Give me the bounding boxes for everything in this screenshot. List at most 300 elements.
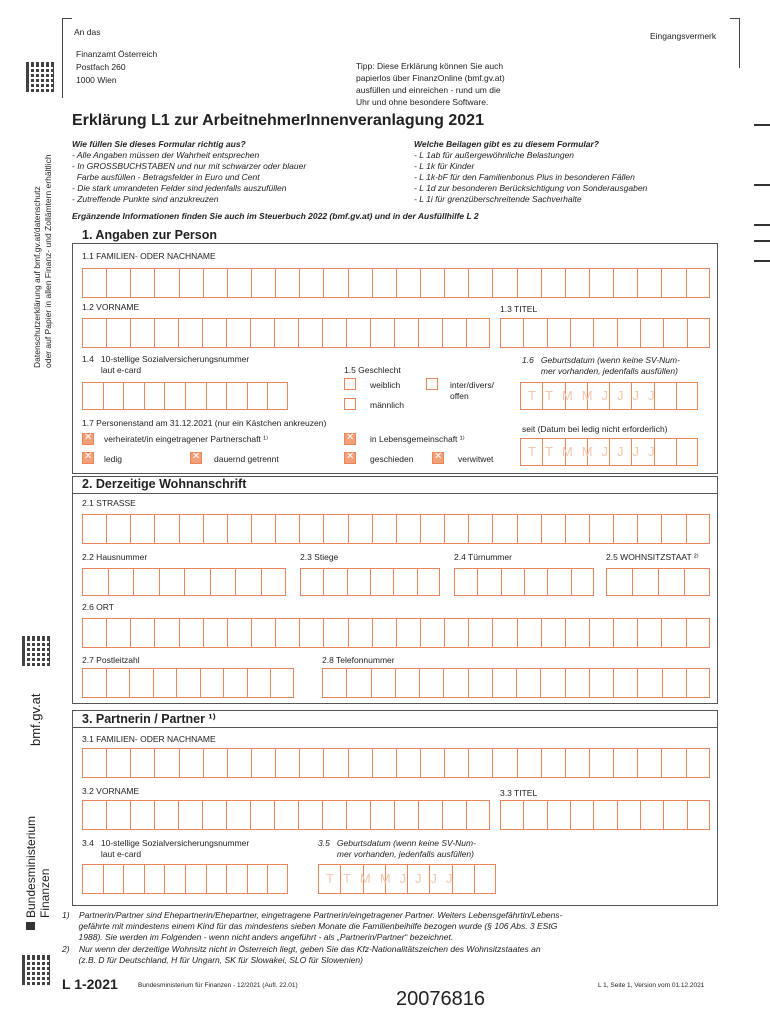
- char-cell[interactable]: [206, 864, 227, 894]
- char-cell[interactable]: [686, 268, 710, 298]
- char-cell[interactable]: [637, 514, 661, 544]
- char-cell[interactable]: [275, 748, 299, 778]
- footnote-2: 2) Nur wenn der derzeitige Wohnsitz nicht in Österreich liegt, geben Sie das Kfz-Nationalitätszeichen des Wohnsitzstaates an (z.B. D für Deutschland, H für Ungarn, SK für Slowakei, SLO für Slowenien): [62, 944, 541, 965]
- char-cell[interactable]: [346, 318, 370, 348]
- char-cell[interactable]: [299, 268, 323, 298]
- char-cell[interactable]: [179, 514, 203, 544]
- char-cell[interactable]: [632, 568, 658, 596]
- checkbox-lebensgemeinschaft[interactable]: [344, 433, 356, 445]
- char-cell[interactable]: [82, 268, 106, 298]
- char-cell[interactable]: [640, 318, 663, 348]
- field-3-4-label: 3.4 10-stellige Sozialversicherungsnummer laut e-card: [82, 838, 250, 859]
- char-cell[interactable]: [444, 618, 468, 648]
- ministry-logo-icon: [26, 922, 35, 930]
- char-cell[interactable]: [203, 268, 227, 298]
- char-cell[interactable]: [444, 748, 468, 778]
- char-cell[interactable]: [348, 268, 372, 298]
- char-cell[interactable]: [250, 318, 274, 348]
- char-cell[interactable]: [322, 668, 346, 698]
- char-cell[interactable]: [617, 800, 640, 830]
- char-cell[interactable]: [154, 514, 178, 544]
- char-cell[interactable]: [613, 618, 637, 648]
- label-inter: inter/divers/ offen: [450, 380, 494, 401]
- char-cell[interactable]: [613, 668, 637, 698]
- qr-code-top: [26, 62, 56, 92]
- field-3-3-input[interactable]: [500, 800, 710, 830]
- char-cell[interactable]: [443, 668, 467, 698]
- char-cell[interactable]: [370, 568, 393, 596]
- char-cell[interactable]: [261, 568, 287, 596]
- char-cell[interactable]: [372, 748, 396, 778]
- char-cell[interactable]: [206, 382, 227, 410]
- char-cell[interactable]: [154, 618, 178, 648]
- char-cell[interactable]: [676, 382, 698, 410]
- char-cell[interactable]: [144, 382, 165, 410]
- checkbox-getrennt[interactable]: [190, 452, 202, 464]
- char-cell[interactable]: [200, 668, 224, 698]
- char-cell[interactable]: [251, 268, 275, 298]
- char-cell[interactable]: [210, 568, 236, 596]
- field-1-2-label: 1.2 VORNAME: [82, 302, 140, 312]
- char-cell[interactable]: [541, 618, 565, 648]
- char-cell[interactable]: [247, 668, 271, 698]
- bmf-url: bmf.gv.at: [28, 693, 43, 746]
- char-cell[interactable]: [444, 268, 468, 298]
- char-cell[interactable]: [247, 864, 268, 894]
- field-1-3-label: 1.3 TITEL: [500, 304, 538, 314]
- char-cell[interactable]: [663, 800, 686, 830]
- char-cell[interactable]: [684, 568, 710, 596]
- char-cell[interactable]: [322, 800, 346, 830]
- char-cell[interactable]: [517, 748, 541, 778]
- info-line: Ergänzende Informationen finden Sie auch im Steuerbuch 2022 (bmf.gv.at) und in der Ausfüllhilfe L 2: [72, 211, 479, 221]
- char-cell[interactable]: [251, 748, 275, 778]
- char-cell[interactable]: [185, 864, 206, 894]
- char-cell[interactable]: [103, 864, 124, 894]
- char-cell[interactable]: [103, 382, 124, 410]
- char-cell[interactable]: [267, 864, 288, 894]
- char-cell[interactable]: [82, 514, 106, 544]
- label-lebensgemeinschaft: in Lebensgemeinschaft ¹⁾: [370, 434, 465, 444]
- checkbox-ledig[interactable]: [82, 452, 94, 464]
- char-cell[interactable]: [184, 568, 210, 596]
- char-cell[interactable]: [396, 514, 420, 544]
- char-cell[interactable]: [227, 514, 251, 544]
- char-cell[interactable]: [130, 268, 154, 298]
- char-cell[interactable]: [348, 514, 372, 544]
- char-cell[interactable]: [676, 438, 698, 466]
- char-cell[interactable]: [247, 382, 268, 410]
- field-3-2-label: 3.2 VORNAME: [82, 786, 140, 796]
- char-cell[interactable]: [82, 618, 106, 648]
- char-cell[interactable]: [468, 668, 492, 698]
- char-cell[interactable]: [442, 800, 466, 830]
- label-verwitwet: verwitwet: [458, 454, 494, 464]
- char-cell[interactable]: [686, 514, 710, 544]
- char-cell[interactable]: [370, 800, 394, 830]
- char-cell[interactable]: [275, 514, 299, 544]
- char-cell[interactable]: [420, 748, 444, 778]
- char-cell[interactable]: [130, 748, 154, 778]
- char-cell[interactable]: [82, 668, 106, 698]
- field-1-3-input[interactable]: [500, 318, 710, 348]
- char-cell[interactable]: [133, 568, 159, 596]
- char-cell[interactable]: [370, 318, 394, 348]
- fold-mark: [754, 184, 770, 186]
- char-cell[interactable]: [123, 864, 144, 894]
- char-cell[interactable]: [203, 618, 227, 648]
- label-weiblich: weiblich: [370, 380, 401, 390]
- field-1-6-label: 1.6 Geburtsdatum (wenn keine SV-Num- mer vorhanden, jedenfalls ausfüllen): [522, 355, 680, 376]
- char-cell[interactable]: [396, 268, 420, 298]
- char-cell[interactable]: [270, 668, 294, 698]
- char-cell[interactable]: [637, 668, 661, 698]
- char-cell[interactable]: [395, 668, 419, 698]
- char-cell[interactable]: [565, 618, 589, 648]
- char-cell[interactable]: [299, 514, 323, 544]
- field-2-6-input[interactable]: [82, 618, 710, 648]
- field-2-2-input[interactable]: [82, 568, 286, 596]
- char-cell[interactable]: [106, 514, 130, 544]
- char-cell[interactable]: [492, 514, 516, 544]
- label-maennlich: männlich: [370, 400, 405, 410]
- char-cell[interactable]: [593, 318, 616, 348]
- form-title: Erklärung L1 zur ArbeitnehmerInnenveranlagung 2021: [72, 112, 484, 129]
- char-cell[interactable]: [178, 318, 202, 348]
- char-cell[interactable]: [159, 568, 185, 596]
- char-cell[interactable]: [106, 668, 130, 698]
- char-cell[interactable]: [274, 318, 298, 348]
- char-cell[interactable]: [322, 318, 346, 348]
- char-cell[interactable]: [444, 514, 468, 544]
- section-2-title: 2. Derzeitige Wohnanschrift: [82, 477, 247, 491]
- char-cell[interactable]: [466, 318, 490, 348]
- section-3-title: 3. Partnerin / Partner ¹⁾: [82, 712, 216, 726]
- char-cell[interactable]: [298, 800, 322, 830]
- field-2-8-label: 2.8 Telefonnummer: [322, 655, 395, 665]
- char-cell[interactable]: [637, 268, 661, 298]
- char-cell[interactable]: [547, 568, 570, 596]
- char-cell[interactable]: [298, 318, 322, 348]
- an-das-label: An das: [74, 27, 101, 37]
- char-cell[interactable]: [468, 618, 492, 648]
- char-cell[interactable]: [202, 318, 226, 348]
- char-cell[interactable]: [417, 568, 440, 596]
- howto-block: Wie füllen Sie dieses Formular richtig aus? - Alle Angaben müssen der Wahrheit entsprechen - In GROSSBUCHSTABEN und nur mit schwarzer oder blauer Farbe ausfüllen - Betragsfelder in Euro und Cent - Die stark umrandeten Felder sind jedenfalls auszufüllen - Zutreffende Punkte sind anzukreuzen: [72, 139, 307, 204]
- field-3-4-input[interactable]: [82, 864, 288, 894]
- char-cell[interactable]: [123, 382, 144, 410]
- char-cell[interactable]: [492, 748, 516, 778]
- char-cell[interactable]: [420, 514, 444, 544]
- char-cell[interactable]: [565, 268, 589, 298]
- label-geschieden: geschieden: [370, 454, 414, 464]
- char-cell[interactable]: [300, 568, 323, 596]
- char-cell[interactable]: [686, 618, 710, 648]
- char-cell[interactable]: [466, 800, 490, 830]
- char-cell[interactable]: [226, 800, 250, 830]
- char-cell[interactable]: [565, 748, 589, 778]
- char-cell[interactable]: [394, 800, 418, 830]
- char-cell[interactable]: [179, 268, 203, 298]
- checkbox-weiblich[interactable]: [344, 378, 356, 390]
- char-cell[interactable]: [613, 748, 637, 778]
- char-cell[interactable]: [154, 318, 178, 348]
- char-cell[interactable]: [227, 748, 251, 778]
- char-cell[interactable]: [178, 800, 202, 830]
- char-cell[interactable]: [492, 618, 516, 648]
- field-3-2-input[interactable]: [82, 800, 490, 830]
- field-1-2-input[interactable]: [82, 318, 490, 348]
- publisher-note: Bundesministerium für Finanzen - 12/2021 (Aufl. 22.01): [138, 982, 298, 989]
- char-cell[interactable]: [82, 382, 103, 410]
- char-cell[interactable]: [468, 748, 492, 778]
- char-cell[interactable]: [299, 618, 323, 648]
- char-cell[interactable]: [593, 800, 616, 830]
- char-cell[interactable]: [571, 568, 594, 596]
- char-cell[interactable]: [82, 568, 108, 596]
- char-cell[interactable]: [130, 800, 154, 830]
- char-cell[interactable]: [396, 618, 420, 648]
- field-2-7-input[interactable]: [82, 668, 294, 698]
- char-cell[interactable]: [468, 514, 492, 544]
- char-cell[interactable]: [640, 800, 663, 830]
- char-cell[interactable]: [523, 318, 546, 348]
- checkbox-verheiratet[interactable]: [82, 433, 94, 445]
- char-cell[interactable]: [492, 268, 516, 298]
- char-cell[interactable]: [589, 268, 613, 298]
- field-2-7-label: 2.7 Postleitzahl: [82, 655, 140, 665]
- char-cell[interactable]: [617, 318, 640, 348]
- field-2-5-input[interactable]: [606, 568, 710, 596]
- char-cell[interactable]: [299, 748, 323, 778]
- char-cell[interactable]: [82, 800, 106, 830]
- char-cell[interactable]: [687, 318, 710, 348]
- label-ledig: ledig: [104, 454, 122, 464]
- field-1-4-input[interactable]: [82, 382, 288, 410]
- label-verheiratet: verheiratet/in eingetragener Partnerschaft ¹⁾: [104, 434, 269, 444]
- checkbox-geschieden[interactable]: [344, 452, 356, 464]
- char-cell[interactable]: [540, 668, 564, 698]
- char-cell[interactable]: [267, 382, 288, 410]
- char-cell[interactable]: [523, 800, 546, 830]
- char-cell[interactable]: [589, 748, 613, 778]
- char-cell[interactable]: [346, 668, 370, 698]
- char-cell[interactable]: [547, 318, 570, 348]
- form-barcode-number: 20076816: [396, 988, 485, 1010]
- char-cell[interactable]: [130, 514, 154, 544]
- char-cell[interactable]: [346, 800, 370, 830]
- char-cell[interactable]: [517, 618, 541, 648]
- char-cell[interactable]: [106, 618, 130, 648]
- char-cell[interactable]: [500, 318, 523, 348]
- char-cell[interactable]: [235, 568, 261, 596]
- char-cell[interactable]: [347, 568, 370, 596]
- fold-mark: [754, 124, 770, 126]
- char-cell[interactable]: [130, 318, 154, 348]
- char-cell[interactable]: [589, 668, 613, 698]
- field-2-1-input[interactable]: [82, 514, 710, 544]
- char-cell[interactable]: [323, 618, 347, 648]
- field-2-1-label: 2.1 STRASSE: [82, 498, 136, 508]
- char-cell[interactable]: [686, 668, 710, 698]
- field-3-3-label: 3.3 TITEL: [500, 788, 538, 798]
- char-cell[interactable]: [106, 800, 130, 830]
- char-cell[interactable]: [606, 568, 632, 596]
- char-cell[interactable]: [179, 748, 203, 778]
- char-cell[interactable]: [589, 618, 613, 648]
- char-cell[interactable]: [144, 864, 165, 894]
- char-cell[interactable]: [661, 618, 685, 648]
- char-cell[interactable]: [516, 668, 540, 698]
- char-cell[interactable]: [275, 268, 299, 298]
- char-cell[interactable]: [227, 618, 251, 648]
- char-cell[interactable]: [130, 618, 154, 648]
- char-cell[interactable]: [420, 618, 444, 648]
- char-cell[interactable]: [419, 668, 443, 698]
- qr-code-bottom: [22, 955, 52, 985]
- char-cell[interactable]: [541, 268, 565, 298]
- char-cell[interactable]: [348, 618, 372, 648]
- char-cell[interactable]: [154, 748, 178, 778]
- char-cell[interactable]: [589, 514, 613, 544]
- char-cell[interactable]: [226, 864, 247, 894]
- char-cell[interactable]: [179, 618, 203, 648]
- char-cell[interactable]: [251, 514, 275, 544]
- char-cell[interactable]: [570, 318, 593, 348]
- char-cell[interactable]: [613, 514, 637, 544]
- checkbox-inter[interactable]: [426, 378, 438, 390]
- char-cell[interactable]: [108, 568, 134, 596]
- char-cell[interactable]: [418, 800, 442, 830]
- char-cell[interactable]: [418, 318, 442, 348]
- char-cell[interactable]: [106, 268, 130, 298]
- char-cell[interactable]: [541, 514, 565, 544]
- char-cell[interactable]: [323, 268, 347, 298]
- char-cell[interactable]: [661, 514, 685, 544]
- char-cell[interactable]: [164, 864, 185, 894]
- char-cell[interactable]: [613, 268, 637, 298]
- field-2-2-label: 2.2 Hausnummer: [82, 552, 148, 562]
- field-1-1-input[interactable]: [82, 268, 710, 298]
- char-cell[interactable]: [82, 864, 103, 894]
- char-cell[interactable]: [203, 748, 227, 778]
- char-cell[interactable]: [420, 268, 444, 298]
- char-cell[interactable]: [565, 514, 589, 544]
- field-2-6-label: 2.6 ORT: [82, 602, 114, 612]
- date-placeholder-3-5: TTMMJJJJ: [326, 871, 462, 886]
- char-cell[interactable]: [394, 318, 418, 348]
- char-cell[interactable]: [372, 268, 396, 298]
- char-cell[interactable]: [661, 748, 685, 778]
- char-cell[interactable]: [442, 318, 466, 348]
- field-1-5-label: 1.5 Geschlecht: [344, 365, 401, 375]
- char-cell[interactable]: [658, 568, 684, 596]
- char-cell[interactable]: [223, 668, 247, 698]
- char-cell[interactable]: [82, 318, 106, 348]
- char-cell[interactable]: [129, 668, 153, 698]
- char-cell[interactable]: [454, 568, 477, 596]
- checkbox-maennlich[interactable]: [344, 398, 356, 410]
- char-cell[interactable]: [323, 514, 347, 544]
- char-cell[interactable]: [686, 748, 710, 778]
- char-cell[interactable]: [662, 668, 686, 698]
- field-2-8-input[interactable]: [322, 668, 710, 698]
- char-cell[interactable]: [500, 800, 523, 830]
- char-cell[interactable]: [274, 800, 298, 830]
- field-2-4-input[interactable]: [454, 568, 594, 596]
- char-cell[interactable]: [226, 318, 250, 348]
- char-cell[interactable]: [501, 568, 524, 596]
- char-cell[interactable]: [661, 268, 685, 298]
- char-cell[interactable]: [82, 748, 106, 778]
- char-cell[interactable]: [275, 618, 299, 648]
- field-1-1-label: 1.1 FAMILIEN- ODER NACHNAME: [82, 251, 216, 261]
- char-cell[interactable]: [226, 382, 247, 410]
- recipient-address: Finanzamt Österreich Postfach 260 1000 Wien: [76, 49, 158, 85]
- char-cell[interactable]: [474, 864, 496, 894]
- beilagen-block: Welche Beilagen gibt es zu diesem Formular? - L 1ab für außergewöhnliche Belastungen - L 1k für Kinder - L 1k-bF für den Familienbonus Plus in besonderen Fällen - L 1d zur besonderen Berücksichtigung von Sonderausgaben - L 1i für grenzüberschreitende Sachverhalte: [414, 139, 648, 204]
- char-cell[interactable]: [517, 514, 541, 544]
- datenschutz-note: Datenschutzerklärung auf bmf.gv.at/datenschutz oder auf Papier in allen Finanz- und Zollämtern erhältlich: [32, 154, 53, 368]
- char-cell[interactable]: [524, 568, 547, 596]
- char-cell[interactable]: [251, 618, 275, 648]
- char-cell[interactable]: [687, 800, 710, 830]
- field-3-5-label: 3.5 Geburtsdatum (wenn keine SV-Num- mer vorhanden, jedenfalls ausfüllen): [318, 838, 476, 859]
- checkbox-verwitwet[interactable]: [432, 452, 444, 464]
- char-cell[interactable]: [396, 748, 420, 778]
- char-cell[interactable]: [372, 618, 396, 648]
- char-cell[interactable]: [492, 668, 516, 698]
- char-cell[interactable]: [154, 268, 178, 298]
- field-1-7-label: 1.7 Personenstand am 31.12.2021 (nur ein Kästchen ankreuzen): [82, 418, 327, 428]
- field-3-1-input[interactable]: [82, 748, 710, 778]
- char-cell[interactable]: [202, 800, 226, 830]
- char-cell[interactable]: [541, 748, 565, 778]
- qr-code-middle: [22, 636, 52, 666]
- char-cell[interactable]: [106, 748, 130, 778]
- char-cell[interactable]: [164, 382, 185, 410]
- char-cell[interactable]: [570, 800, 593, 830]
- char-cell[interactable]: [176, 668, 200, 698]
- char-cell[interactable]: [477, 568, 500, 596]
- char-cell[interactable]: [348, 748, 372, 778]
- char-cell[interactable]: [565, 668, 589, 698]
- field-2-3-input[interactable]: [300, 568, 440, 596]
- char-cell[interactable]: [154, 800, 178, 830]
- footnote-1: 1) Partnerin/Partner sind Ehepartnerin/Ehepartner, eingetragene Partnerin/eingetragener Partner. Weiters Lebensgefährtin/Lebens- gefährte mit mindestens einem Kind für das mindestens sieben Monate die Familienbeihilfe bezogen wurde (§ 106 Abs. 3 EStG 1988). Sie werden im Folgenden - wenn nicht anders angeführt - als „Partnerin/Partner“ bezeichnet.: [62, 910, 563, 942]
- char-cell[interactable]: [371, 668, 395, 698]
- char-cell[interactable]: [637, 748, 661, 778]
- section-1-title: 1. Angaben zur Person: [82, 228, 217, 242]
- char-cell[interactable]: [106, 318, 130, 348]
- char-cell[interactable]: [227, 268, 251, 298]
- char-cell[interactable]: [393, 568, 416, 596]
- field-3-1-label: 3.1 FAMILIEN- ODER NACHNAME: [82, 734, 216, 744]
- char-cell[interactable]: [323, 568, 346, 596]
- char-cell[interactable]: [250, 800, 274, 830]
- char-cell[interactable]: [547, 800, 570, 830]
- char-cell[interactable]: [203, 514, 227, 544]
- char-cell[interactable]: [517, 268, 541, 298]
- char-cell[interactable]: [468, 268, 492, 298]
- field-2-5-label: 2.5 WOHNSITZSTAAT ²⁾: [606, 552, 699, 562]
- char-cell[interactable]: [372, 514, 396, 544]
- char-cell[interactable]: [153, 668, 177, 698]
- char-cell[interactable]: [323, 748, 347, 778]
- char-cell[interactable]: [185, 382, 206, 410]
- char-cell[interactable]: [663, 318, 686, 348]
- char-cell[interactable]: [637, 618, 661, 648]
